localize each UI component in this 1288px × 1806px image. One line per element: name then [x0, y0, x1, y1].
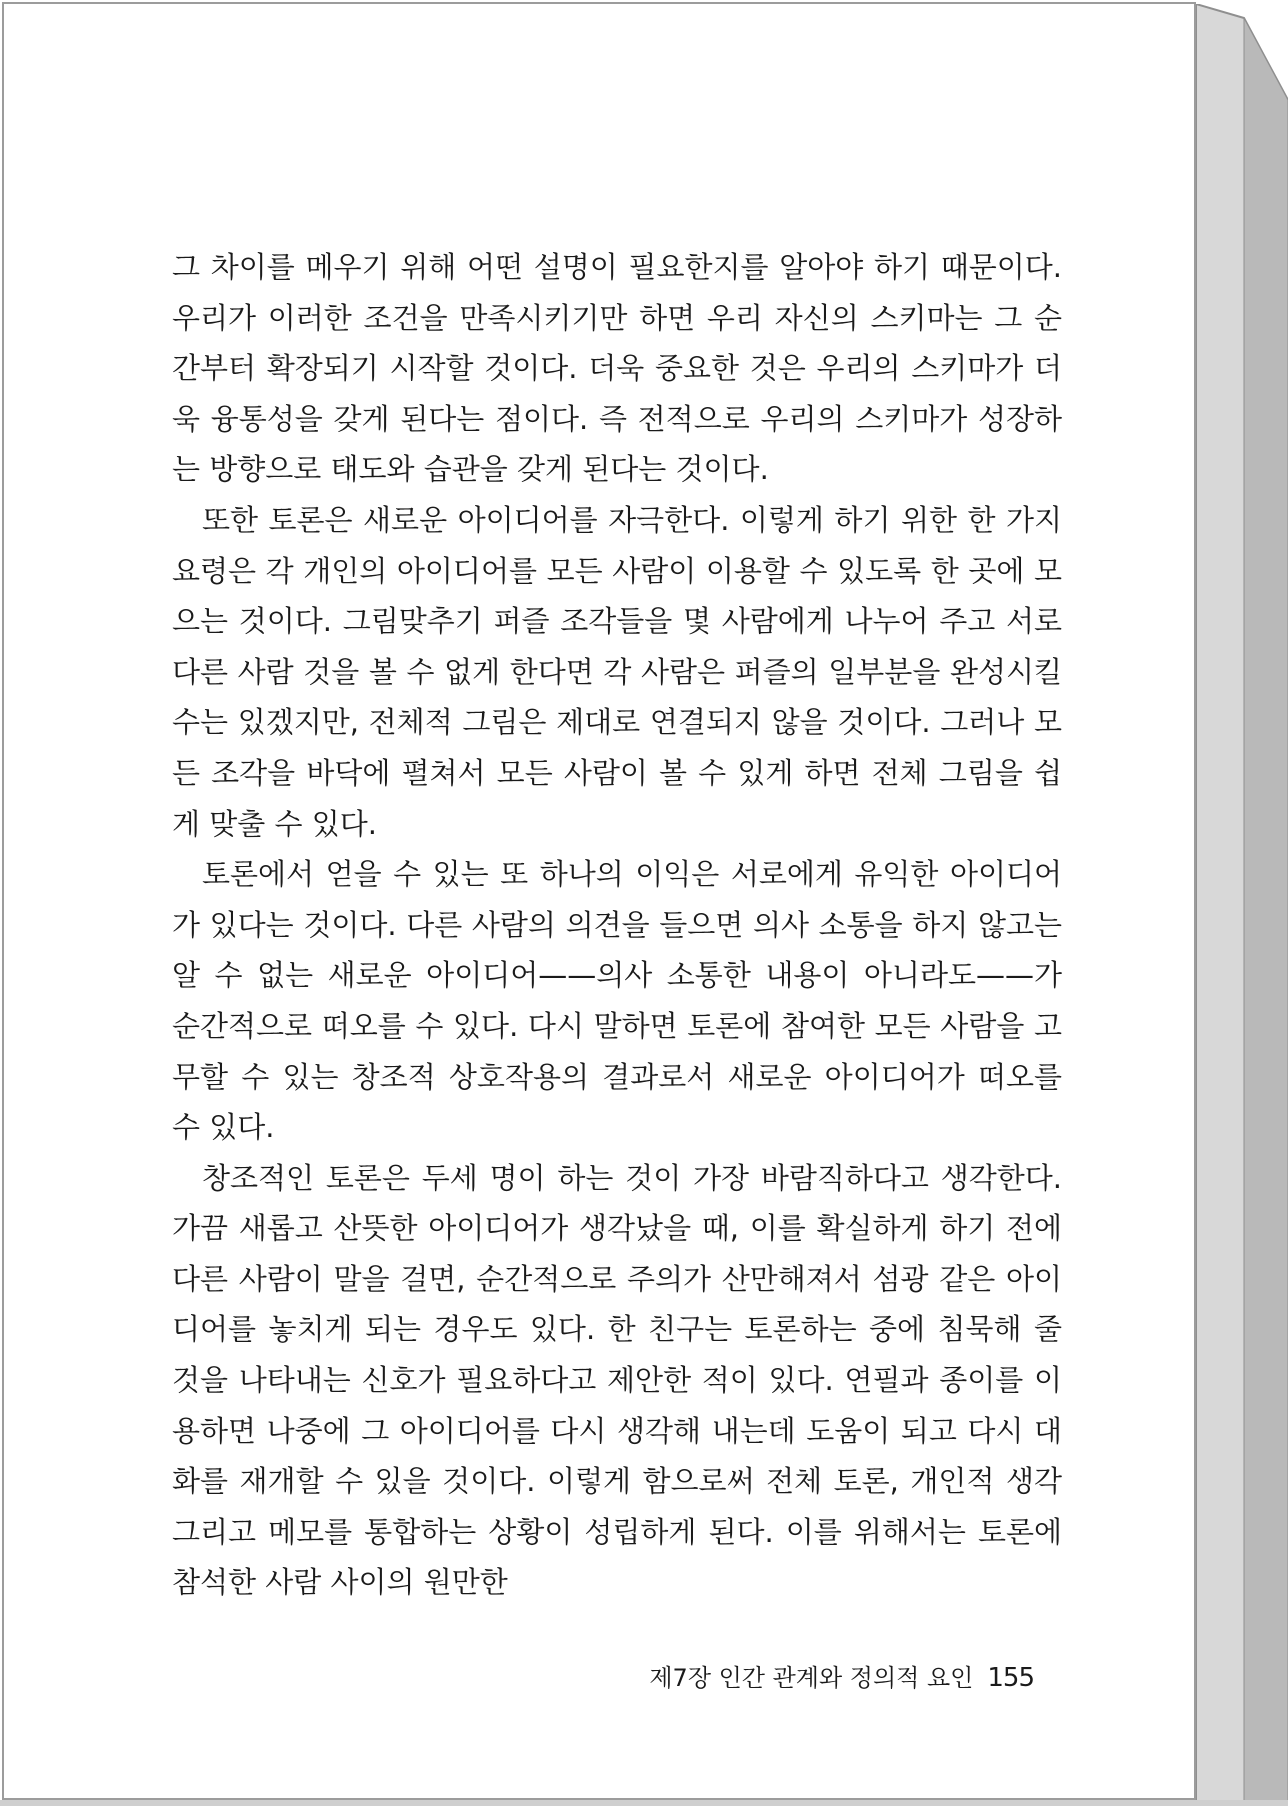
page-number: 155 [987, 1663, 1034, 1693]
page-stack-edge [1196, 4, 1288, 1804]
body-text [172, 242, 1062, 1608]
paragraph-1: 그 차이를 메우기 위해 어떤 설명이 필요한지를 알아야 하기 때문이다. 우리가 이러한 조건을 만족시키기만 하면 우리 자신의 스키마는 그 순간부터 확장되기 시작할 것이다. 더욱 중요한 것은 우리의 스키마가 더욱 융통성을 갖게 된다는 점이다. 즉 전적으로 우리의 스키마가 성장하는 방향으로 태도와 습관을 갖게 된다는 것이다. [172, 250, 1062, 487]
paragraph-4: 창조적인 토론은 두세 명이 하는 것이 가장 바람직하다고 생각한다. 가끔 새롭고 산뜻한 아이디어가 생각났을 때, 이를 확실하게 하기 전에 다른 사람이 말을 걸면, 순간적으로 주의가 산만해져서 섬광 같은 아이디어를 놓치게 되는 경우도 있다. 한 친구는 토론하는 중에 침묵해 줄 것을 나타내는 신호가 필요하다고 제안한 적이 있다. 연필과 종이를 이용하면 나중에 그 아이디어를 다시 생각해 내는데 도움이 되고 다시 대화를 재개할 수 있을 것이다. 이렇게 함으로써 전체 토론, 개인적 생각 그리고 메모를 통합하는 상황이 성립하게 된다. 이를 위해서는 토론에 참석한 사람 사이의 원만한 [172, 1160, 1062, 1600]
paragraph-3: 토론에서 얻을 수 있는 또 하나의 이익은 서로에게 유익한 아이디어가 있다는 것이다. 다른 사람의 의견을 들으면 의사 소통을 하지 않고는 알 수 없는 새로운 아이디어——의사 소통한 내용이 아니라도——가 순간적으로 떠오를 수 있다. 다시 말하면 토론에 참여한 모든 사람을 고무할 수 있는 창조적 상호작용의 결과로서 새로운 아이디어가 떠오를 수 있다. [172, 857, 1062, 1145]
chapter-title: 제7장 인간 관계와 정의적 요인 [649, 1664, 974, 1692]
page-bottom-shadow [0, 1800, 1288, 1806]
book-page [2, 2, 1196, 1800]
running-footer [604, 1658, 1034, 1693]
paragraph-2: 또한 토론은 새로운 아이디어를 자극한다. 이렇게 하기 위한 한 가지 요령은 각 개인의 아이디어를 모든 사람이 이용할 수 있도록 한 곳에 모으는 것이다. 그림맞추기 퍼즐 조각들을 몇 사람에게 나누어 주고 서로 다른 사람 것을 볼 수 없게 한다면 각 사람은 퍼즐의 일부분을 완성시킬 수는 있겠지만, 전체적 그림은 제대로 연결되지 않을 것이다. 그러나 모든 조각을 바닥에 펼쳐서 모든 사람이 볼 수 있게 하면 전체 그림을 쉽게 맞출 수 있다. [172, 502, 1062, 841]
